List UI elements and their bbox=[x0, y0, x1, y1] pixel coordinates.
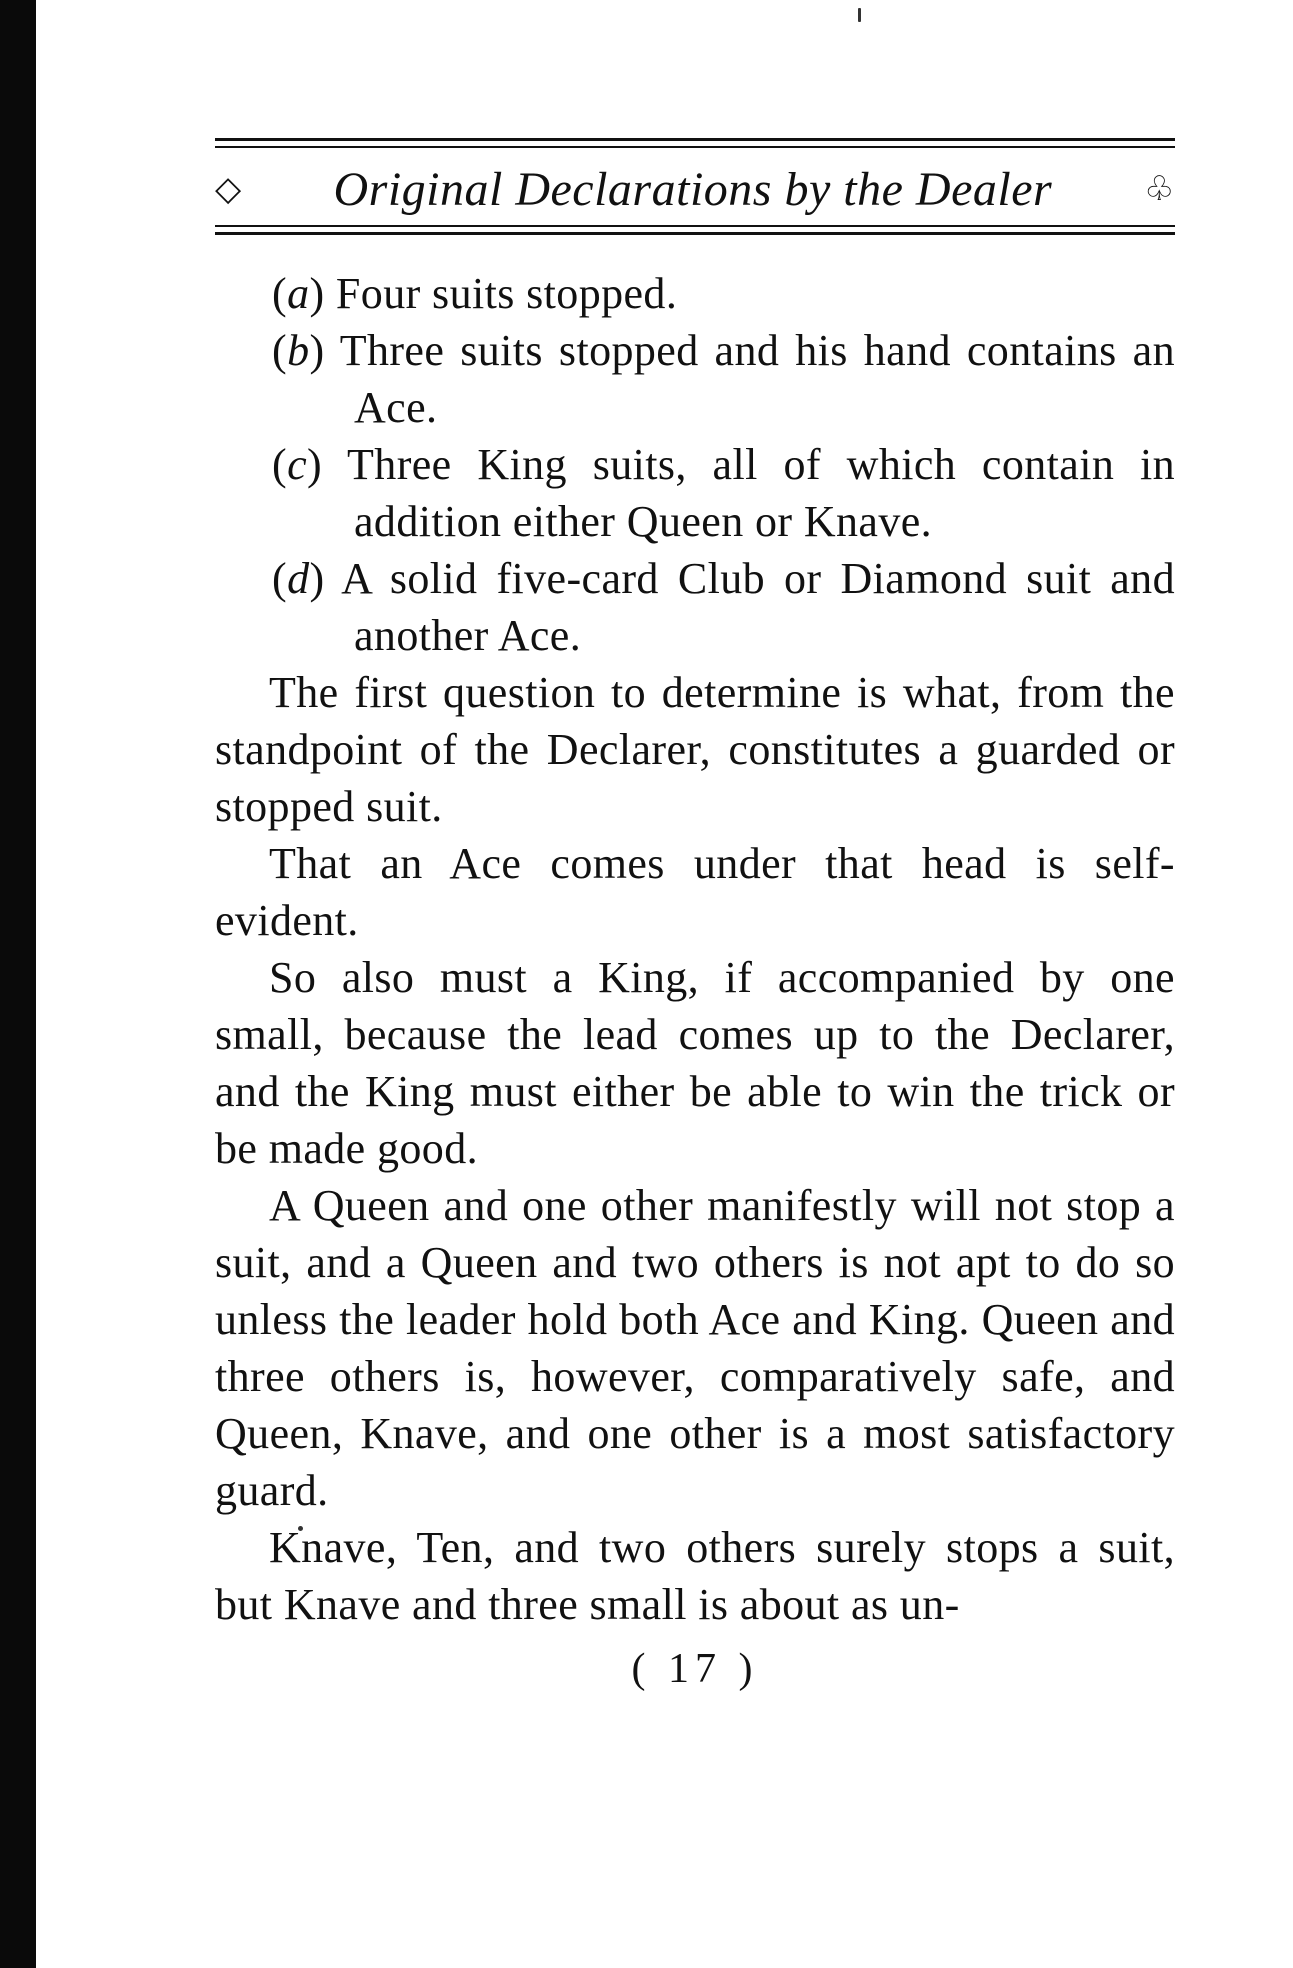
club-icon: ♧ bbox=[1144, 171, 1175, 208]
list-item-label: b bbox=[287, 326, 310, 375]
body-paragraph: A Queen and one other manifestly will not stop a suit, and a Queen and two others is not apt to do so unless the leader hold both Ace and King. Queen and three others is, however, comparatively safe, and Queen, Knave, and one other is a most satisfactory guard. bbox=[215, 1181, 1175, 1515]
body-paragraph: So also must a King, if accompanied by one small, because the lead comes up to the Declarer, and the King must either be able to win the trick or be made good. bbox=[215, 953, 1175, 1173]
list-item-label: c bbox=[287, 440, 307, 489]
book-page bbox=[215, 138, 1175, 1693]
body-paragraph: That an Ace comes under that head is self-evident. bbox=[215, 839, 1175, 945]
list-item-text: Four suits stopped. bbox=[335, 269, 678, 318]
page-body bbox=[215, 265, 1175, 1633]
diamond-icon: ◇ bbox=[215, 171, 242, 208]
list-item-label: a bbox=[287, 269, 310, 318]
header-rule-bottom-inner bbox=[215, 232, 1175, 235]
body-paragraph: The first question to determine is what, from the standpoint of the Declarer, constitutes a guarded or stopped suit. bbox=[215, 668, 1175, 831]
list-item: (b) Three suits stopped and his hand contains an Ace. bbox=[272, 326, 1175, 432]
header-rule-bottom bbox=[215, 225, 1175, 227]
running-header bbox=[215, 153, 1175, 225]
header-rule-top bbox=[215, 138, 1175, 141]
book-binding-edge bbox=[0, 0, 36, 1968]
list-item-label: d bbox=[287, 554, 310, 603]
body-paragraph: Knave, Ten, and two others surely stops a suit, but Knave and three small is about as un- bbox=[215, 1523, 1175, 1629]
list-item-text: A solid five-card Club or Diamond suit and another Ace. bbox=[341, 554, 1175, 660]
list-item: (a) Four suits stopped. bbox=[272, 269, 678, 318]
running-header-title: Original Declarations by the Dealer bbox=[333, 162, 1053, 216]
page-number: ( 17 ) bbox=[631, 1646, 759, 1692]
list-item: (c) Three King suits, all of which contain in addition either Queen or Knave. bbox=[272, 440, 1175, 546]
list-item-text: Three King suits, all of which contain in addition either Queen or Knave. bbox=[347, 440, 1175, 546]
list-item: (d) A solid five-card Club or Diamond suit and another Ace. bbox=[272, 554, 1175, 660]
list-item-text: Three suits stopped and his hand contains an Ace. bbox=[339, 326, 1175, 432]
header-rule-top-inner bbox=[215, 146, 1175, 148]
speck-mark bbox=[858, 8, 861, 22]
